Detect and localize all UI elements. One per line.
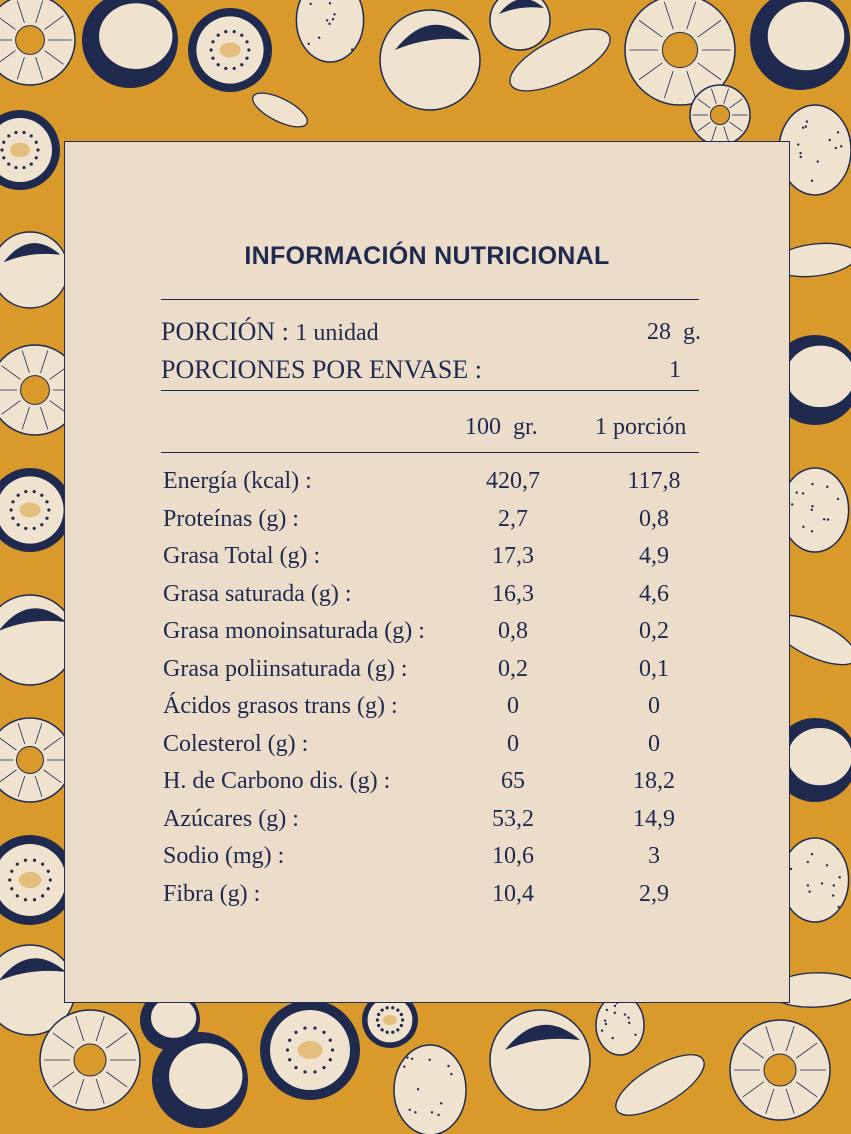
value-per-100g: 0,8 xyxy=(498,618,528,644)
value-per-portion: 3 xyxy=(648,843,660,869)
value-per-portion: 18,2 xyxy=(633,768,675,794)
value-per-portion: 4,6 xyxy=(639,580,669,607)
value-per-portion: 14,9 xyxy=(633,805,675,832)
column-header-portion: 1 porción xyxy=(595,414,687,440)
nutrient-label: Grasa Total (g) : xyxy=(163,543,321,569)
nutrient-label: Grasa monoinsaturada (g) : xyxy=(163,618,425,644)
divider-middle xyxy=(161,390,699,391)
value-per-100g: 0 xyxy=(507,693,519,719)
value-per-portion: 0 xyxy=(648,693,660,719)
nutrition-label-card xyxy=(64,141,790,1003)
portion-label: PORCIÓN : xyxy=(161,317,289,346)
nutrient-label: Grasa poliinsaturada (g) : xyxy=(163,655,408,682)
nutrient-label: Ácidos grasos trans (g) : xyxy=(163,693,398,719)
portion-row xyxy=(161,317,379,347)
nutrient-label: Proteínas (g) : xyxy=(163,505,299,532)
value-per-100g: 10,6 xyxy=(492,843,534,869)
nutrient-label: Fibra (g) : xyxy=(163,880,261,907)
nutrient-label: Azúcares (g) : xyxy=(163,805,299,832)
value-per-portion: 0,1 xyxy=(639,655,669,682)
per-package-value: 1 xyxy=(669,357,681,383)
nutrient-label: H. de Carbono dis. (g) : xyxy=(163,768,391,794)
value-per-100g: 53,2 xyxy=(492,805,534,832)
value-per-100g: 65 xyxy=(501,768,525,794)
nutrient-label: Colesterol (g) : xyxy=(163,730,309,757)
value-per-100g: 2,7 xyxy=(498,505,528,532)
value-per-portion: 0,2 xyxy=(639,618,669,644)
divider-top xyxy=(161,299,699,300)
nutrient-label: Grasa saturada (g) : xyxy=(163,580,352,607)
label-title: INFORMACIÓN NUTRICIONAL xyxy=(244,242,610,270)
value-per-100g: 0,2 xyxy=(498,655,528,682)
value-per-portion: 2,9 xyxy=(639,880,669,907)
value-per-portion: 4,9 xyxy=(639,543,669,569)
value-per-100g: 0 xyxy=(507,730,519,757)
divider-header xyxy=(161,452,699,453)
per-package-label: PORCIONES POR ENVASE : xyxy=(161,355,482,384)
portion-value: 1 unidad xyxy=(295,320,379,346)
value-per-portion: 0,8 xyxy=(639,505,669,532)
value-per-100g: 16,3 xyxy=(492,580,534,607)
nutrient-label: Energía (kcal) : xyxy=(163,468,312,494)
value-per-100g: 420,7 xyxy=(486,468,540,494)
value-per-100g: 10,4 xyxy=(492,880,534,907)
nutrient-label: Sodio (mg) : xyxy=(163,843,285,869)
column-header-100g: 100 gr. xyxy=(465,414,538,440)
portion-weight: 28 g. xyxy=(647,319,701,345)
value-per-portion: 117,8 xyxy=(627,468,681,494)
value-per-portion: 0 xyxy=(648,730,660,757)
value-per-100g: 17,3 xyxy=(492,543,534,569)
